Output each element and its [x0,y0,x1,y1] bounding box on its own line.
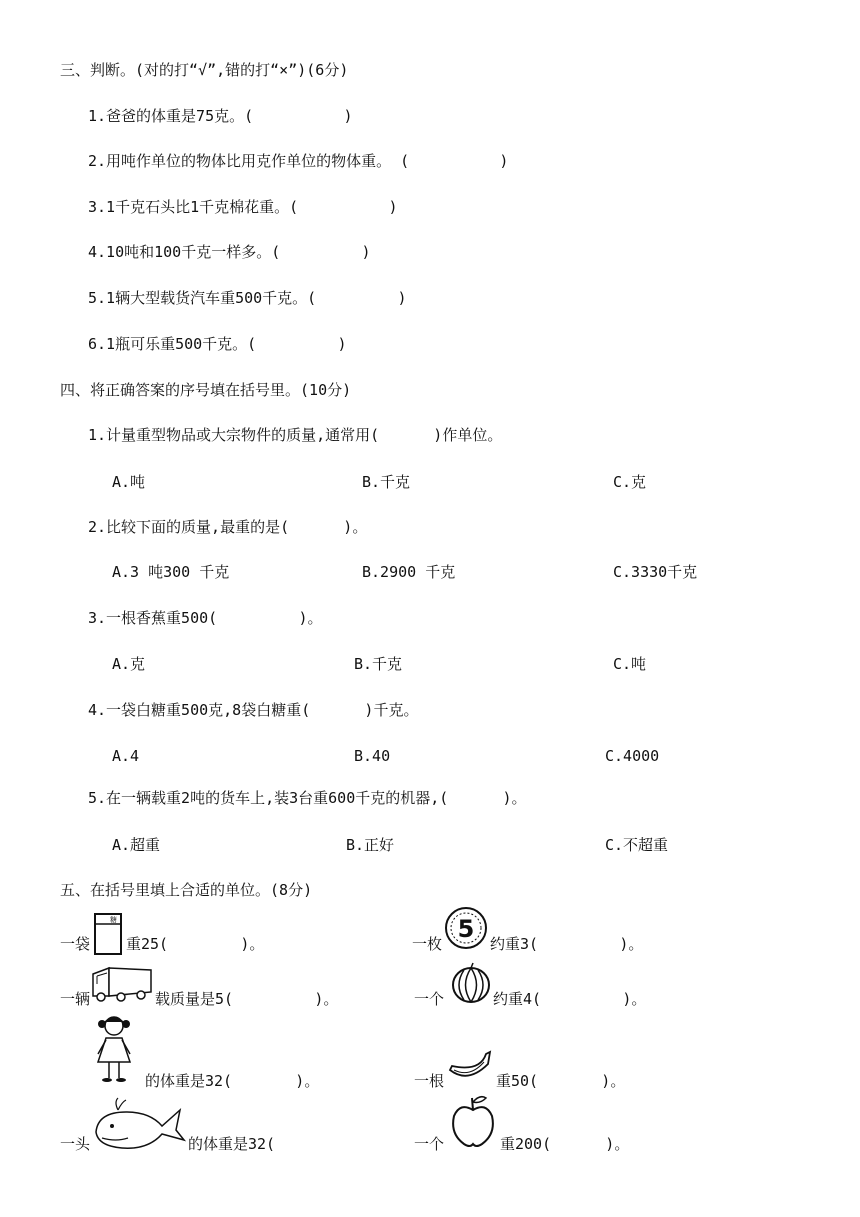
choice-3-option-b: B.千克 [354,655,403,673]
unit-left-3-suffix: 的体重是32( )。 [145,1072,320,1090]
choice-1-option-a: A.吨 [112,473,146,491]
judge-item-5: 5.1辆大型载货汽车重500千克。( ) [88,289,407,307]
unit-right-2-prefix: 一个 [414,990,445,1008]
choice-5-option-c: C.不超重 [605,836,669,854]
choice-2-option-a: A.3 吨300 千克 [112,563,230,581]
choice-5-option-a: A.超重 [112,836,161,854]
apple-icon [450,1092,496,1150]
choice-question-3: 3.一根香蕉重500( )。 [88,609,323,627]
judge-item-3: 3.1千克石头比1千克棉花重。( ) [88,198,398,216]
coin-number: 5 [457,915,475,943]
girl-icon [90,1010,138,1086]
choice-4-option-c: C.4000 [605,747,660,765]
unit-left-2-prefix: 一辆 [60,990,91,1008]
unit-right-3-suffix: 重50( )。 [496,1072,626,1090]
svg-text:糖: 糖 [110,916,117,924]
section4-heading: 四、将正确答案的序号填在括号里。(10分) [60,381,352,399]
unit-right-4-prefix: 一个 [414,1135,445,1153]
unit-left-1-prefix: 一袋 [60,935,91,953]
choice-5-option-b: B.正好 [346,836,395,854]
whale-icon [92,1096,186,1152]
watermelon-icon [450,962,492,1004]
unit-left-4-prefix: 一头 [60,1135,91,1153]
judge-item-4: 4.10吨和100千克一样多。( ) [88,243,371,261]
judge-item-1: 1.爸爸的体重是75克。( ) [88,107,353,125]
banana-icon [448,1048,494,1086]
unit-right-1-prefix: 一枚 [412,935,443,953]
choice-1-option-b: B.千克 [362,473,411,491]
truck-icon [91,966,153,1004]
choice-question-5: 5.在一辆载重2吨的货车上,装3台重600千克的机器,( )。 [88,789,527,807]
choice-3-option-a: A.克 [112,655,146,673]
choice-question-2: 2.比较下面的质量,最重的是( )。 [88,518,368,536]
coin-icon [444,906,488,950]
choice-2-option-b: B.2900 千克 [362,563,456,581]
judge-item-2: 2.用吨作单位的物体比用克作单位的物体重。 ( ) [88,152,509,170]
choice-question-1: 1.计量重型物品或大宗物件的质量,通常用( )作单位。 [88,426,503,444]
judge-item-6: 6.1瓶可乐重500千克。( ) [88,335,347,353]
unit-left-4-suffix: 的体重是32( [188,1135,276,1153]
choice-1-option-c: C.克 [613,473,647,491]
choice-2-option-c: C.3330千克 [613,563,698,581]
unit-right-1-suffix: 约重3( )。 [490,935,644,953]
choice-4-option-b: B.40 [354,747,391,765]
sugar-bag-icon [93,912,123,956]
choice-question-4: 4.一袋白糖重500克,8袋白糖重( )千克。 [88,701,419,719]
choice-3-option-c: C.吨 [613,655,647,673]
unit-right-3-prefix: 一根 [414,1072,445,1090]
unit-right-4-suffix: 重200( )。 [500,1135,630,1153]
section3-heading: 三、判断。(对的打“√”,错的打“×”)(6分) [60,61,349,79]
section5-heading: 五、在括号里填上合适的单位。(8分) [60,881,313,899]
choice-4-option-a: A.4 [112,747,140,765]
unit-left-2-suffix: 载质量是5( )。 [155,990,339,1008]
unit-right-2-suffix: 约重4( )。 [493,990,647,1008]
unit-left-1-suffix: 重25( )。 [126,935,265,953]
